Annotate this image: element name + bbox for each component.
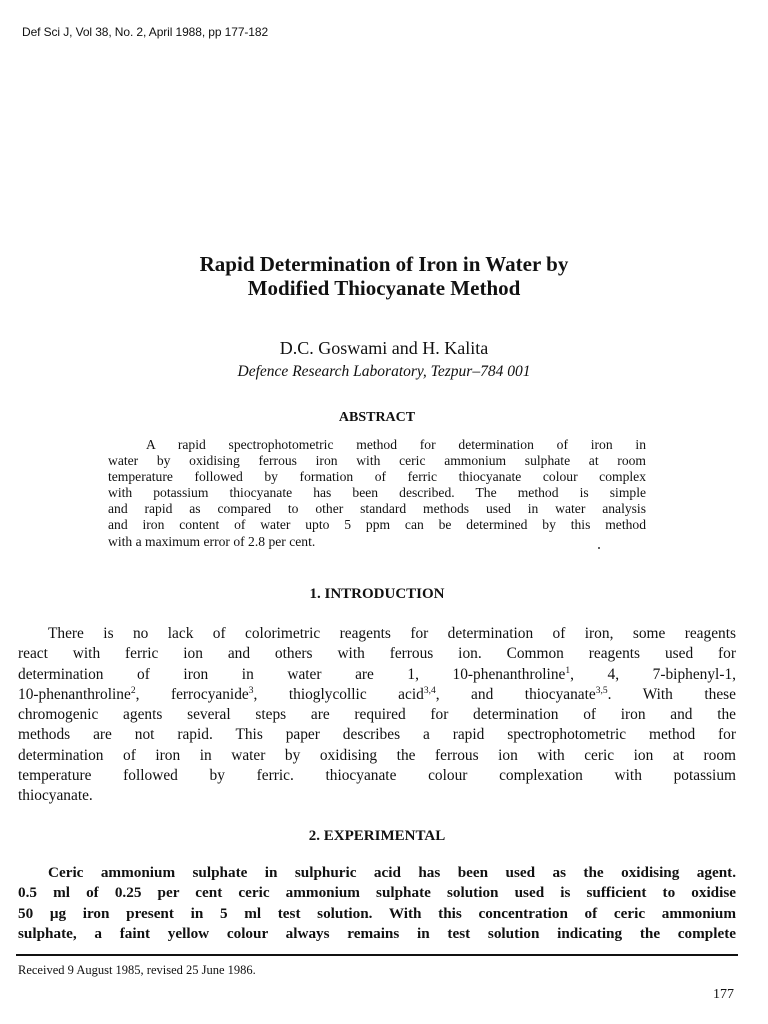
citation-marker: 3 xyxy=(248,685,254,696)
citation-marker: 1 xyxy=(565,665,571,676)
abstract-line: temperature followed by formation of ferric thiocyanate colour complex xyxy=(108,469,646,485)
abstract-line: with potassium thiocyanate has been described. The method is simple xyxy=(108,485,646,501)
abstract-line: with a maximum error of 2.8 per cent. xyxy=(108,533,316,549)
introduction-text xyxy=(18,624,736,807)
experimental-text xyxy=(18,863,736,944)
paragraph-line xyxy=(18,665,736,685)
journal-citation: Def Sci J, Vol 38, No. 2, April 1988, pp 177-182 xyxy=(22,25,269,39)
citation-marker: 3,5 xyxy=(595,685,608,696)
text-run: determination of iron in water are 1, 10-phenanthroline xyxy=(18,665,566,683)
abstract-line: water by oxidising ferrous iron with ceric ammonium sulphate at room xyxy=(108,453,646,469)
text-run: , thioglycollic acid xyxy=(253,685,424,703)
paragraph-line: temperature followed by ferric. thiocyanate colour complexation with potassium xyxy=(18,767,736,785)
article-authors: D.C. Goswami and H. Kalita xyxy=(279,338,489,358)
paragraph-line: determination of iron in water by oxidising the ferrous ion with ceric ion at room xyxy=(18,746,736,764)
paragraph-line: Ceric ammonium sulphate in sulphuric acid has been used as the oxidising agent. xyxy=(48,864,736,881)
text-run: . With these xyxy=(607,685,737,703)
paragraph-line: 50 μg iron present in 5 ml test solution. With this concentration of ceric ammonium xyxy=(18,904,736,922)
citation-marker: 2 xyxy=(130,685,136,696)
page-number: 177 xyxy=(713,987,734,1002)
abstract-line: and rapid as compared to other standard methods used in water analysis xyxy=(108,501,646,517)
paragraph-line: chromogenic agents several steps are required for determination of iron and the xyxy=(18,706,736,724)
paragraph-line: methods are not rapid. This paper describes a rapid spectrophotometric method for xyxy=(18,726,736,744)
paragraph-line: sulphate, a faint yellow colour always remains in test solution indicating the complete xyxy=(18,924,736,942)
abstract-line: A rapid spectrophotometric method for determination of iron in xyxy=(146,437,646,452)
paragraph-line: thiocyanate. xyxy=(18,787,93,805)
experimental-heading: 2. EXPERIMENTAL xyxy=(308,828,446,844)
abstract-heading: ABSTRACT xyxy=(338,410,416,425)
text-run: , ferrocyanide xyxy=(135,685,249,703)
text-run: 10-phenanthroline xyxy=(18,685,131,703)
article-title xyxy=(0,252,768,300)
paragraph-line xyxy=(18,685,736,705)
abstract-line: and iron content of water upto 5 ppm can be determined by this method xyxy=(108,517,646,533)
text-run: , 4, 7-biphenyl-1, xyxy=(570,665,736,683)
paragraph-line: 0.5 ml of 0.25 per cent ceric ammonium sulphate solution used is sufficient to oxidise xyxy=(18,884,736,902)
received-footnote: Received 9 August 1985, revised 25 June 1986. xyxy=(18,963,256,977)
text-run: , and thiocyanate xyxy=(435,685,596,703)
title-line-1: Rapid Determination of Iron in Water by xyxy=(199,252,569,276)
title-line-2: Modified Thiocyanate Method xyxy=(247,276,521,300)
citation-marker: 3,4 xyxy=(423,685,436,696)
abstract-text xyxy=(108,437,646,550)
introduction-heading: 1. INTRODUCTION xyxy=(309,586,445,602)
scan-speck xyxy=(598,547,600,549)
author-affiliation: Defence Research Laboratory, Tezpur–784 001 xyxy=(237,363,531,380)
paragraph-line: react with ferric ion and others with ferrous ion. Common reagents used for xyxy=(18,645,736,663)
paragraph-line: There is no lack of colorimetric reagents for determination of iron, some reagents xyxy=(48,625,736,642)
footnote-divider xyxy=(16,954,738,956)
